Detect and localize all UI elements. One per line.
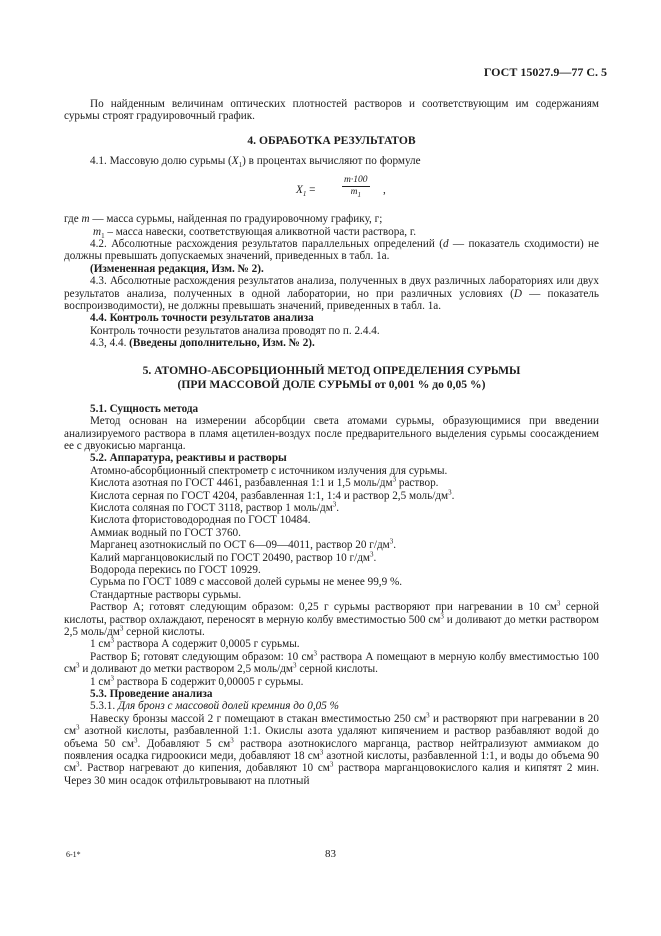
reagent-nitric-acid: Кислота азотная по ГОСТ 4461, разбавленная 1:1 и 1,5 моль/$дм^3$ раствор. [90,475,439,490]
reagent-sulfuric-acid: Кислота серная по ГОСТ 4204, разбавленная 1:1, 1:4 и раствор 2,5 моль/$дм^3$. [90,487,455,502]
section-4-title: 4. ОБРАБОТКА РЕЗУЛЬТАТОВ [247,133,416,147]
formula-fraction [342,175,370,198]
solution-b: Раствор Б; готовят следующим образом: 10 $см^3$ раствора А помещают в мерную колбу вместимостью 100 $см^3$ и доливают до метки раствором 2,5 моль/$дм^3$ серной кислоты. [64,649,599,676]
clause-5-3-title: 5.3. Проведение анализа [90,688,213,701]
where-m1: $m_1$ – масса навески, соответствующая аликвотной части раствора, г. [93,225,417,240]
clause-5-1-title: 5.1. Сущность метода [90,402,199,415]
clause-4-2: 4.2. Абсолютные расхождения результатов параллельных определений (d — показатель сходимости) не должны превышать допускаемых значений, приведенных в табл. 1а. [64,238,599,263]
reagent-standard-solutions: Стандартные растворы сурьмы. [90,588,242,601]
reagent-spectrometer: Атомно-абсорбционный спектрометр с источником излучения для сурьмы. [90,464,448,477]
solution-a-content: 1 $см^3$ раствора А содержит 0,0005 г сурьмы. [90,636,300,651]
reagent-ammonia: Аммиак водный по ГОСТ 3760. [90,526,241,539]
clause-4-4-text: Контроль точности результатов анализа проводят по п. 2.4.4. [90,324,380,337]
clause-4-3: 4.3. Абсолютные расхождения результатов анализа, полученных в двух различных лабораториях или двух результатов анализа, полученных в одной лаборатории, но при различных условиях (D — показатель воспроизводимости), не должны превышать значений, приведенных в табл. 1а. [64,275,599,313]
clause-5-2-title: 5.2. Аппаратура, реактивы и растворы [90,452,287,465]
running-header: ГОСТ 15027.9—77 С. 5 [483,65,607,79]
footer-print-mark: 6-1* [66,850,81,859]
reagent-hydrofluoric-acid: Кислота фтористоводородная по ГОСТ 10484. [90,514,311,527]
clause-4-4-title: 4.4. Контроль точности результатов анализа [90,312,314,325]
solution-a: Раствор А; готовят следующим образом: 0,25 г сурьмы растворяют при нагревании в 10 $см^3$ серной кислоты, раствор охлаждают, переносят в мерную колбу вместимостью 500 $см^3$ и доливают до метки раствором 2,5 моль/$дм^3$ серной кислоты. [64,599,599,638]
reagent-potassium-permanganate: Калий марганцовокислый по ГОСТ 20490, раствор 10 $г/дм^3$. [90,549,377,564]
amendment-note-1: (Измененная редакция, Изм. № 2). [90,262,264,275]
section-5-title-line-2: (ПРИ МАССОВОЙ ДОЛЕ СУРЬМЫ от 0,001 % до 0,05 %) [177,377,486,391]
reagent-hydrochloric-acid: Кислота соляная по ГОСТ 3118, раствор 1 моль/$дм^3$. [90,500,340,514]
formula-x1: $X_1$ = $\frac{m\cdot 100}{m_1}$ , [296,175,386,200]
section-5-title-line-1: 5. АТОМНО-АБСОРБЦИОННЫЙ МЕТОД ОПРЕДЕЛЕНИЯ СУРЬМЫ [142,363,521,377]
clause-5-1-text: Метод основан на измерении абсорбции света атомами сурьмы, образующимися при введении анализируемого раствора в пламя ацетилен-воздух после предварительного выделения сурьмы соосаждением ее с двуокисью марганца. [64,415,599,452]
solution-b-content: 1 $см^3$ раствора Б содержит 0,00005 г сурьмы. [90,673,304,688]
reagent-manganese-nitrate: Марганец азотнокислый по ОСТ 6—09—4011, раствор 20 $г/дм^3$. [90,537,397,552]
formula-numerator: m·100 [344,175,368,186]
where-m: где m — масса сурьмы, найденная по градуировочному графику, г; [64,213,383,226]
page-number: 83 [325,848,336,860]
clause-4-1: 4.1. Массовую долю сурьмы $(X_1)$ в процентах вычисляют по формуле [90,154,421,170]
page-body [64,98,599,787]
formula-denominator: $m_1$ [350,187,361,200]
amendment-note-2: 4.3, 4.4. (Введены дополнительно, Изм. № 2). [90,337,315,350]
reagent-antimony: Сурьма по ГОСТ 1089 с массовой долей сурьмы не менее 99,9 %. [90,576,403,589]
analysis-procedure-paragraph: Навеску бронзы массой 2 г помещают в стакан вместимостью 250 $см^3$ и растворяют при нагревании в 20 $см^3$ азотной кислоты, разбавленной 1:1. Окислы азота удаляют кипячением и раствор разбавляют водой до объема 50 $см^3$. Добавляют 5 $см^3$ раствора азотнокислого марганца, раствор нейтрализуют аммиаком до появления осадка гидроокиси меди, добавляют 18 $см^3$ азотной кислоты, разбавленной 1:1, и воды до объема 90 $см^3$. Раствор нагревают до кипения, добавляют 10 $см^3$ раствора марганцовокислого калия и кипятят 2 мин. Через 30 мин осадок отфильтровывают на плотный [64,711,599,787]
clause-5-3-1-title: 5.3.1. Для бронз с массовой долей кремния до 0,05 % [90,700,339,713]
intro-paragraph: По найденным величинам оптических плотностей растворов и соответствующим им содержаниям сурьмы строят градуировочный график. [64,98,599,123]
formula-lhs: $X_1$ = [296,184,316,199]
reagent-hydrogen-peroxide: Водорода перекись по ГОСТ 10929. [90,563,261,576]
